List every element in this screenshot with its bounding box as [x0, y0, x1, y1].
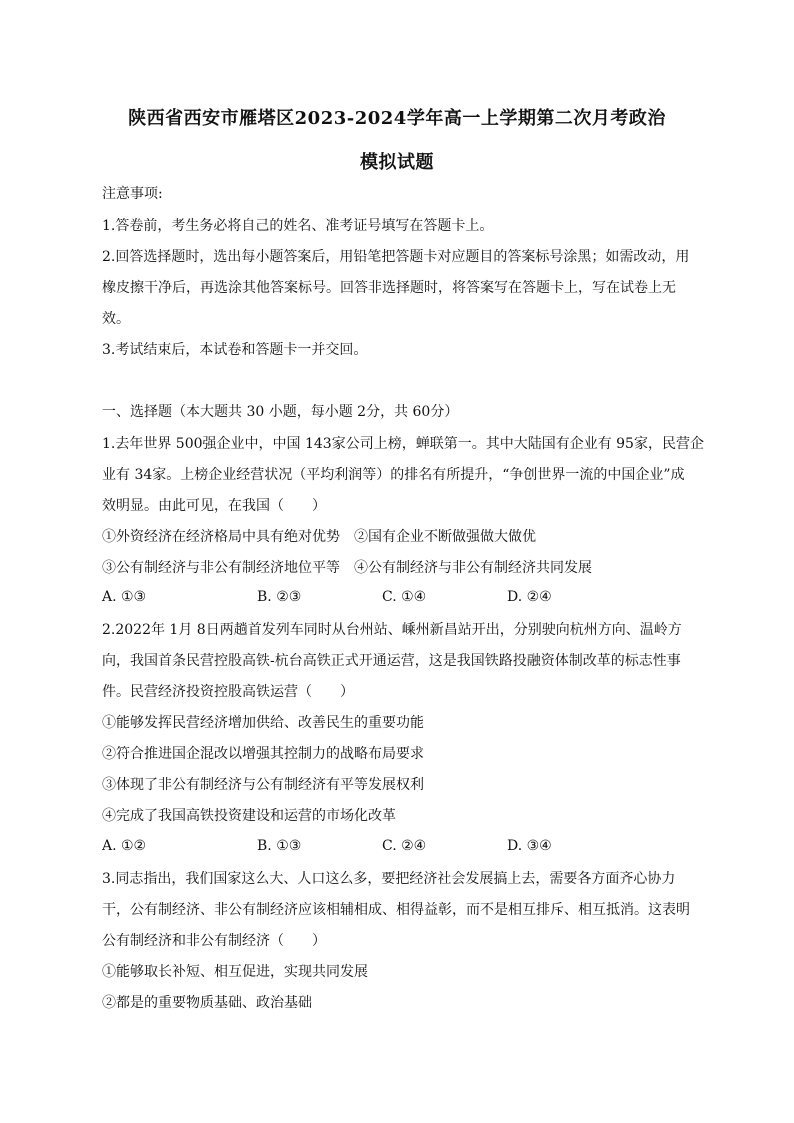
question-3-stem: 干，公有制经济、非公有制经济应该相辅相成、相得益彰，而不是相互排斥、相互抵消。这表明: [102, 902, 690, 918]
note-item: 3.考试结束后，本试卷和答题卡一并交回。: [102, 342, 368, 358]
note-item: 2.回答选择题时，选出每小题答案后，用铅笔把答题卡对应题目的答案标号涂黑；如需改动，用: [102, 249, 690, 265]
question-3-statement: ②都是的重要物质基础、政治基础: [102, 995, 312, 1011]
note-item: 橡皮擦干净后，再选涂其他答案标号。回答非选择题时，将答案写在答题卡上，写在试卷上无: [102, 280, 676, 296]
question-3-statement: ①能够取长补短、相互促进，实现共同发展: [102, 964, 368, 980]
question-2-statement: ②符合推进国企混改以增强其控制力的战略布局要求: [102, 746, 424, 762]
option-a: A. ①②: [102, 838, 147, 854]
option-d: D. ②④: [507, 589, 552, 605]
question-2-statement: ①能够发挥民营经济增加供给、改善民生的重要功能: [102, 715, 424, 731]
question-2-options: [102, 838, 702, 858]
question-1-options: [102, 589, 702, 609]
question-1-stem: 效明显。由此可见，在我国（ ）: [102, 498, 326, 514]
question-2-stem: 向，我国首条民营控股高铁-杭台高铁正式开通运营，这是我国铁路投融资体制改革的标志性事: [102, 653, 681, 669]
question-2-stem: 2.2022年 1月 8日两趟首发列车同时从台州站、嵊州新昌站开出，分别驶向杭州方向、温岭方: [102, 622, 682, 638]
question-1-stem: 业有 34家。上榜企业经营状况（平均利润等）的排名有所提升，“争创世界一流的中国企业”成: [102, 467, 685, 483]
section-heading: 一、选择题（本大题共 30 小题，每小题 2分，共 60分）: [102, 404, 459, 420]
note-item: 效。: [102, 311, 130, 327]
option-b: B. ①③: [257, 838, 302, 854]
option-a: A. ①③: [102, 589, 147, 605]
exam-title-line-1: 陕西省西安市雁塔区2023-2024学年高一上学期第二次月考政治: [128, 108, 666, 129]
question-2-stem: 件。民营经济投资控股高铁运营（ ）: [102, 684, 354, 700]
option-d: D. ③④: [507, 838, 552, 854]
option-c: C. ①④: [382, 589, 427, 605]
option-b: B. ②③: [257, 589, 302, 605]
question-3-stem: 3.同志指出，我们国家这么大、人口这么多，要把经济社会发展搞上去，需要各方面齐心协力: [102, 871, 676, 887]
question-2-statement: ④完成了我国高铁投资建设和运营的市场化改革: [102, 808, 396, 824]
option-c: C. ②④: [382, 838, 427, 854]
question-1-statement: ③公有制经济与非公有制经济地位平等 ④公有制经济与非公有制经济共同发展: [102, 560, 592, 576]
question-2-statement: ③体现了非公有制经济与公有制经济有平等发展权利: [102, 777, 424, 793]
exam-title-line-2: 模拟试题: [360, 152, 434, 173]
notes-heading: 注意事项:: [102, 186, 163, 202]
question-1-statement: ①外资经济在经济格局中具有绝对优势 ②国有企业不断做强做大做优: [102, 529, 536, 545]
note-item: 1.答卷前，考生务必将自己的姓名、准考证号填写在答题卡上。: [102, 218, 494, 234]
question-3-stem: 公有制经济和非公有制经济（ ）: [102, 933, 326, 949]
question-1-stem: 1.去年世界 500强企业中，中国 143家公司上榜，蝉联第一。其中大陆国有企业有 95家，民营企: [102, 436, 704, 452]
